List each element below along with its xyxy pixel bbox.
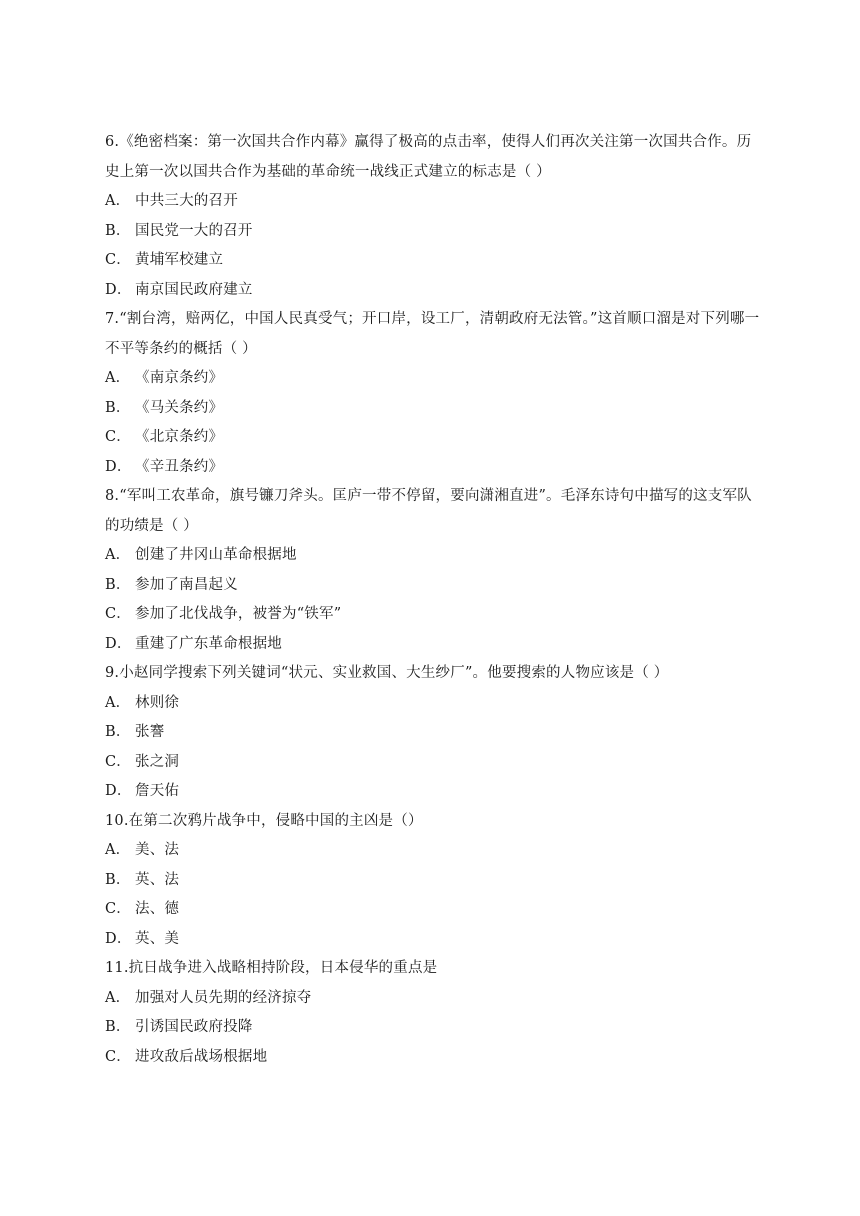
question-text: 9.小赵同学搜索下列关键词“状元、实业救国、大生纱厂”。他要搜索的人物应该是（ ）	[105, 665, 669, 681]
option-letter: C．	[105, 429, 131, 445]
option-a	[105, 187, 765, 217]
question-8	[105, 482, 765, 659]
option-c	[105, 895, 765, 925]
option-b	[105, 1013, 765, 1043]
option-b	[105, 718, 765, 748]
option-letter: B．	[105, 724, 131, 740]
option-text: 黄埔军校建立	[135, 252, 224, 268]
option-letter: D．	[105, 458, 132, 475]
option-letter: A．	[105, 193, 131, 209]
option-letter: D．	[105, 281, 132, 298]
option-text: 美、法	[135, 842, 180, 858]
option-text: 创建了井冈山革命根据地	[135, 547, 297, 563]
question-11	[105, 954, 765, 1072]
option-text: 中共三大的召开	[135, 193, 238, 209]
option-d	[105, 925, 765, 955]
option-letter: C．	[105, 1048, 131, 1065]
option-letter: C．	[105, 606, 131, 622]
option-text: 参加了南昌起义	[135, 576, 238, 593]
option-letter: A．	[105, 694, 131, 711]
option-text: 《辛丑条约》	[135, 458, 224, 475]
option-text: 《马关条约》	[135, 399, 224, 416]
option-text: 《北京条约》	[135, 429, 224, 445]
option-c	[105, 1043, 765, 1073]
option-a	[105, 836, 765, 866]
option-b	[105, 217, 765, 247]
option-d	[105, 630, 765, 660]
option-b	[105, 571, 765, 601]
option-a	[105, 364, 765, 394]
option-letter: B．	[105, 222, 131, 239]
option-c	[105, 423, 765, 453]
option-text: 进攻敌后战场根据地	[135, 1048, 268, 1065]
option-text: 林则徐	[135, 694, 180, 711]
option-text: 詹天佑	[135, 783, 180, 799]
option-letter: A．	[105, 547, 131, 563]
option-text: 张之洞	[135, 753, 180, 770]
option-text: 南京国民政府建立	[135, 281, 253, 298]
option-letter: B．	[105, 871, 131, 888]
question-7	[105, 305, 765, 482]
option-text: 重建了广东革命根据地	[135, 635, 282, 652]
question-9	[105, 659, 765, 807]
question-10	[105, 807, 765, 955]
question-text: 8.“军叫工农革命，旗号镰刀斧头。匡庐一带不停留，要向潇湘直进”。毛泽东诗句中描写的这支军队的功绩是（ ）	[105, 488, 752, 534]
option-c	[105, 246, 765, 276]
option-text: 英、法	[135, 871, 180, 888]
option-letter: B．	[105, 1019, 131, 1035]
option-letter: D．	[105, 783, 132, 799]
option-text: 加强对人员先期的经济掠夺	[135, 989, 312, 1006]
option-letter: C．	[105, 252, 131, 268]
option-text: 引诱国民政府投降	[135, 1019, 253, 1035]
question-text: 7.“割台湾，赔两亿，中国人民真受气；开口岸，设工厂，清朝政府无法管。”这首顺口溜是对下列哪一不平等条约的概括（ ）	[105, 311, 760, 357]
option-d	[105, 777, 765, 807]
option-a	[105, 689, 765, 719]
option-letter: C．	[105, 753, 131, 770]
document-page	[105, 128, 765, 1072]
option-text: 张謇	[135, 724, 165, 740]
question-text: 10.在第二次鸦片战争中，侵略中国的主凶是（）	[105, 812, 423, 829]
option-letter: A．	[105, 370, 131, 386]
option-letter: A．	[105, 989, 131, 1006]
option-text: 《南京条约》	[135, 370, 224, 386]
option-a	[105, 541, 765, 571]
question-text: 11.抗日战争进入战略相持阶段，日本侵华的重点是	[105, 960, 438, 976]
option-d	[105, 276, 765, 306]
option-letter: D．	[105, 930, 132, 947]
option-text: 参加了北伐战争，被誉为“铁军”	[135, 606, 342, 622]
option-letter: A．	[105, 842, 131, 858]
question-6	[105, 128, 765, 305]
option-letter: B．	[105, 399, 131, 416]
option-c	[105, 600, 765, 630]
option-b	[105, 866, 765, 896]
option-b	[105, 394, 765, 424]
option-letter: D．	[105, 635, 132, 652]
option-c	[105, 748, 765, 778]
option-letter: B．	[105, 576, 131, 593]
option-text: 法、德	[135, 901, 180, 917]
option-a	[105, 984, 765, 1014]
option-text: 国民党一大的召开	[135, 222, 253, 239]
option-letter: C．	[105, 901, 131, 917]
option-d	[105, 453, 765, 483]
option-text: 英、美	[135, 930, 180, 947]
question-text: 6.《绝密档案：第一次国共合作内幕》赢得了极高的点击率，使得人们再次关注第一次国共合作。历史上第一次以国共合作为基础的革命统一战线正式建立的标志是（ ）	[105, 134, 752, 180]
